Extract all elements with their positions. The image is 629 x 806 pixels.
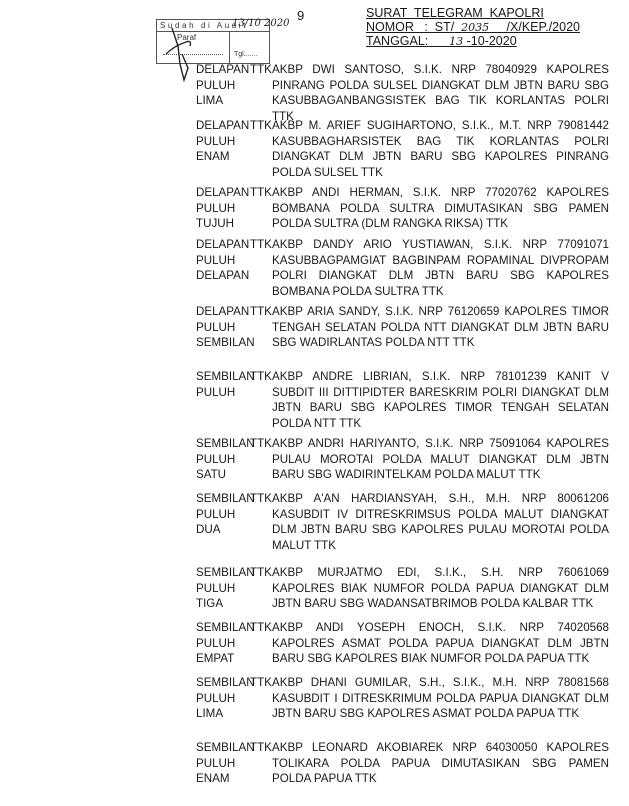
entry-separator: TTK xyxy=(250,621,272,634)
nomor-suffix: /X/KEP./2020 xyxy=(506,20,580,34)
entry-text-line: BOMBANA POLDA SULTRA DIMUTASIKAN SBG PAMEN xyxy=(272,201,609,215)
entry-number-word: EMPAT xyxy=(196,652,235,665)
entry-number-word: SEMBILAN xyxy=(196,741,255,754)
entry-text xyxy=(272,237,609,299)
entry-number-word: SEMBILAN xyxy=(196,370,255,383)
entry-text-line: KAPOLRES BIAK NUMFOR POLDA PAPUA DIANGKAT DLM xyxy=(272,581,609,595)
entry-number xyxy=(196,237,256,284)
entry-text xyxy=(272,675,609,722)
entry-number-word: PULUH xyxy=(196,78,236,92)
entry-number-word: PULUH xyxy=(196,636,236,650)
entry-text-line: JBTN BARU SBG KAPOLRES ASMAT POLDA PAPUA TTK xyxy=(272,707,580,720)
entry-text-line: AKBP ANDRE LIBRIAN, S.I.K. NRP 78101239 KANIT V xyxy=(272,370,609,383)
entry-number-word: PULUH xyxy=(196,452,236,466)
entry-number xyxy=(196,436,256,483)
entry-text xyxy=(272,436,609,483)
entry-number-word: PULUH xyxy=(196,507,236,521)
entry-text-line: AKBP DWI SANTOSO, S.I.K. NRP 78040929 KAPOLRES xyxy=(272,63,609,76)
entry-text-line: AKBP ANDI HERMAN, S.I.K. NRP 77020762 KAPOLRES xyxy=(272,186,609,199)
nomor-label: NOMOR : ST/ xyxy=(366,20,455,34)
stamp-tgl-label: Tgl....... xyxy=(234,51,258,58)
entry-text-line: AKBP ARIA SANDY, S.I.K. NRP 76120659 KAPOLRES TIMOR xyxy=(272,305,609,318)
entry-separator: TTK xyxy=(250,741,272,754)
entry-number-word: PULUH xyxy=(196,691,236,705)
entry-number-word: ENAM xyxy=(196,150,230,163)
entry-text xyxy=(272,620,609,667)
entry-text xyxy=(272,491,609,553)
entry-text-line: JBTN BARU SBG WADANSATBRIMOB POLDA KALBAR TTK xyxy=(272,597,594,610)
entry-text-line: JBTN BARU SBG KAPOLRES TIMOR TENGAH SELATAN xyxy=(272,401,609,414)
stamp-handwritten-date: 13/10 2020 xyxy=(232,18,290,29)
entry-text xyxy=(272,118,609,180)
entry-number-word: TUJUH xyxy=(196,217,234,230)
entry-text xyxy=(272,369,609,431)
entry-number xyxy=(196,491,256,538)
telegram-number xyxy=(366,20,580,35)
entry-text-line: AKBP M. ARIEF SUGIHARTONO, S.I.K., M.T. NRP 79081442 xyxy=(272,119,609,132)
entry-number-word: DELAPAN xyxy=(196,305,250,318)
entry-text-line: SBG WADIRLANTAS POLDA NTT TTK xyxy=(272,336,475,349)
entry-number-word: PULUH xyxy=(196,201,236,215)
entry-text-line: POLDA PAPUA TTK xyxy=(272,772,377,785)
entry-number xyxy=(196,620,256,667)
entry-text-line: KASUBDIT I DITRESKRIMUM POLDA PAPUA DIANGKAT DLM xyxy=(272,691,609,705)
stamp-title: Sudah di Audit xyxy=(157,20,269,32)
entry-number-word: LIMA xyxy=(196,707,224,720)
entry-text xyxy=(272,740,609,787)
entry-text-line: AKBP A'AN HARDIANSYAH, S.H., M.H. NRP 80061206 xyxy=(272,492,609,505)
entry-text-line: BARU SBG WADIRINTELKAM POLDA MALUT TTK xyxy=(272,468,541,481)
entry-text-line: AKBP ANDI YOSEPH ENOCH, S.I.K. NRP 74020568 xyxy=(272,621,609,634)
entry-number xyxy=(196,304,256,351)
entry-separator: TTK xyxy=(250,186,272,199)
entry-number xyxy=(196,185,256,232)
page-number: 9 xyxy=(297,8,305,23)
entry-number xyxy=(196,565,256,612)
entry-text-line: POLRI DIANGKAT DLM JBTN BARU SBG KAPOLRES xyxy=(272,269,609,282)
entry-number-word: LIMA xyxy=(196,94,224,107)
entry-number-word: SEMBILAN xyxy=(196,566,255,579)
tanggal-label: TANGGAL: xyxy=(366,34,429,48)
entry-text xyxy=(272,185,609,232)
entry-text xyxy=(272,565,609,612)
entry-number-word: DELAPAN xyxy=(196,186,250,199)
entry-number-word: SEMBILAN xyxy=(196,676,255,689)
entry-number-word: PULUH xyxy=(196,320,236,334)
entry-number-word: TIGA xyxy=(196,597,224,610)
entry-text xyxy=(272,62,609,124)
telegram-title: SURAT TELEGRAM KAPOLRI xyxy=(366,6,544,20)
entry-text-line: KASUBBAGANBANGSISTEK BAG TIK KORLANTAS POLRI TTK xyxy=(272,94,609,123)
entry-text-line: KASUBBAGHARSISTEK BAG TIK KORLANTAS POLRI xyxy=(272,134,609,148)
entry-text-line: DLM JBTN BARU SBG KAPOLRES PULAU MOROTAI POLDA xyxy=(272,523,609,536)
entry-number-word: ENAM xyxy=(196,772,230,785)
entry-text-line: DIANGKAT DLM JBTN BARU SBG KAPOLRES PINRANG xyxy=(272,150,609,163)
entry-number-word: PULUH xyxy=(196,756,236,770)
entry-text-line: KASUBDIT IV DITRESKRIMSUS POLDA MALUT DIANGKAT xyxy=(272,507,609,521)
entry-number-word: PULUH xyxy=(196,581,236,595)
entry-number xyxy=(196,675,256,722)
entry-text-line: PINRANG POLDA SULSEL DIANGKAT DLM JBTN BARU SBG xyxy=(272,78,609,92)
entry-text-line: POLDA SULSEL TTK xyxy=(272,165,383,179)
entry-number-word: PULUH xyxy=(196,385,236,399)
entry-separator: TTK xyxy=(250,566,272,579)
entry-text-line: TOLIKARA POLDA PAPUA DIMUTASIKAN SBG PAMEN xyxy=(272,756,609,770)
entry-text-line: AKBP MURJATMO EDI, S.I.K., S.H. NRP 76061069 xyxy=(272,566,609,579)
entry-separator: TTK xyxy=(250,119,272,132)
tanggal-suffix: -10-2020 xyxy=(466,34,517,48)
entry-separator: TTK xyxy=(250,238,272,251)
entry-text-line: AKBP DHANI GUMILAR, S.H., S.I.K., M.H. NRP 78081568 xyxy=(272,676,609,689)
entry-number-word: SATU xyxy=(196,468,227,481)
entry-number-word: SEMBILAN xyxy=(196,492,255,505)
entry-number-word: DELAPAN xyxy=(196,269,250,282)
entry-number-word: PULUH xyxy=(196,253,236,267)
entry-text-line: PULAU MOROTAI POLDA MALUT DIANGKAT DLM JBTN xyxy=(272,452,609,466)
entry-number-word: PULUH xyxy=(196,134,236,148)
entry-text-line: TENGAH SELATAN POLDA NTT DIANGKAT DLM JBTN BARU xyxy=(272,320,609,334)
nomor-handwritten: 2035 xyxy=(461,21,490,34)
entry-text-line: BARU SBG KAPOLRES BIAK NUMFOR POLDA PAPUA TTK xyxy=(272,652,590,665)
entry-text-line: KASUBBAGPAMGIAT BAGBINPAM ROPAMINAL DIVPROPAM xyxy=(272,253,609,267)
entry-separator: TTK xyxy=(250,370,272,383)
entry-number-word: SEMBILAN xyxy=(196,621,255,634)
entry-separator: TTK xyxy=(250,437,272,450)
entry-number-word: SEMBILAN xyxy=(196,437,255,450)
entry-number-word: DELAPAN xyxy=(196,63,250,76)
entry-number xyxy=(196,740,256,787)
entry-number xyxy=(196,369,256,400)
entry-text-line: AKBP ANDRI HARIYANTO, S.I.K. NRP 75091064 KAPOLRES xyxy=(272,437,609,450)
entry-text-line: SUBDIT III DITTIPIDTER BARESKRIM POLRI DIANGKAT DLM xyxy=(272,385,609,399)
entry-separator: TTK xyxy=(250,63,272,76)
entry-number xyxy=(196,62,256,109)
entry-number-word: DELAPAN xyxy=(196,238,250,251)
entry-text-line: POLDA SULTRA (DLM RANGKA RIKSA) TTK xyxy=(272,217,509,230)
entry-separator: TTK xyxy=(250,676,272,689)
entry-text-line: AKBP LEONARD AKOBIAREK NRP 64030050 KAPOLRES xyxy=(272,741,609,754)
entry-text-line: MALUT TTK xyxy=(272,538,336,552)
entry-separator: TTK xyxy=(250,305,272,318)
entry-text-line: POLDA NTT TTK xyxy=(272,416,362,430)
entry-separator: TTK xyxy=(250,492,272,505)
entry-number-word: DUA xyxy=(196,523,221,536)
telegram-date xyxy=(366,34,517,49)
entry-text xyxy=(272,304,609,351)
tanggal-handwritten: 13 xyxy=(449,35,464,48)
entry-number xyxy=(196,118,256,165)
entry-number-word: DELAPAN xyxy=(196,119,250,132)
entry-number-word: SEMBILAN xyxy=(196,336,255,349)
stamp-divider xyxy=(229,32,230,63)
entry-text-line: KAPOLRES ASMAT POLDA PAPUA DIANGKAT DLM JBTN xyxy=(272,636,609,650)
entry-text-line: AKBP DANDY ARIO YUSTIAWAN, S.I.K. NRP 77091071 xyxy=(272,238,609,251)
entry-text-line: BOMBANA POLDA SULTRA TTK xyxy=(272,284,444,298)
stamp-paraf-label: Paraf xyxy=(177,33,197,42)
